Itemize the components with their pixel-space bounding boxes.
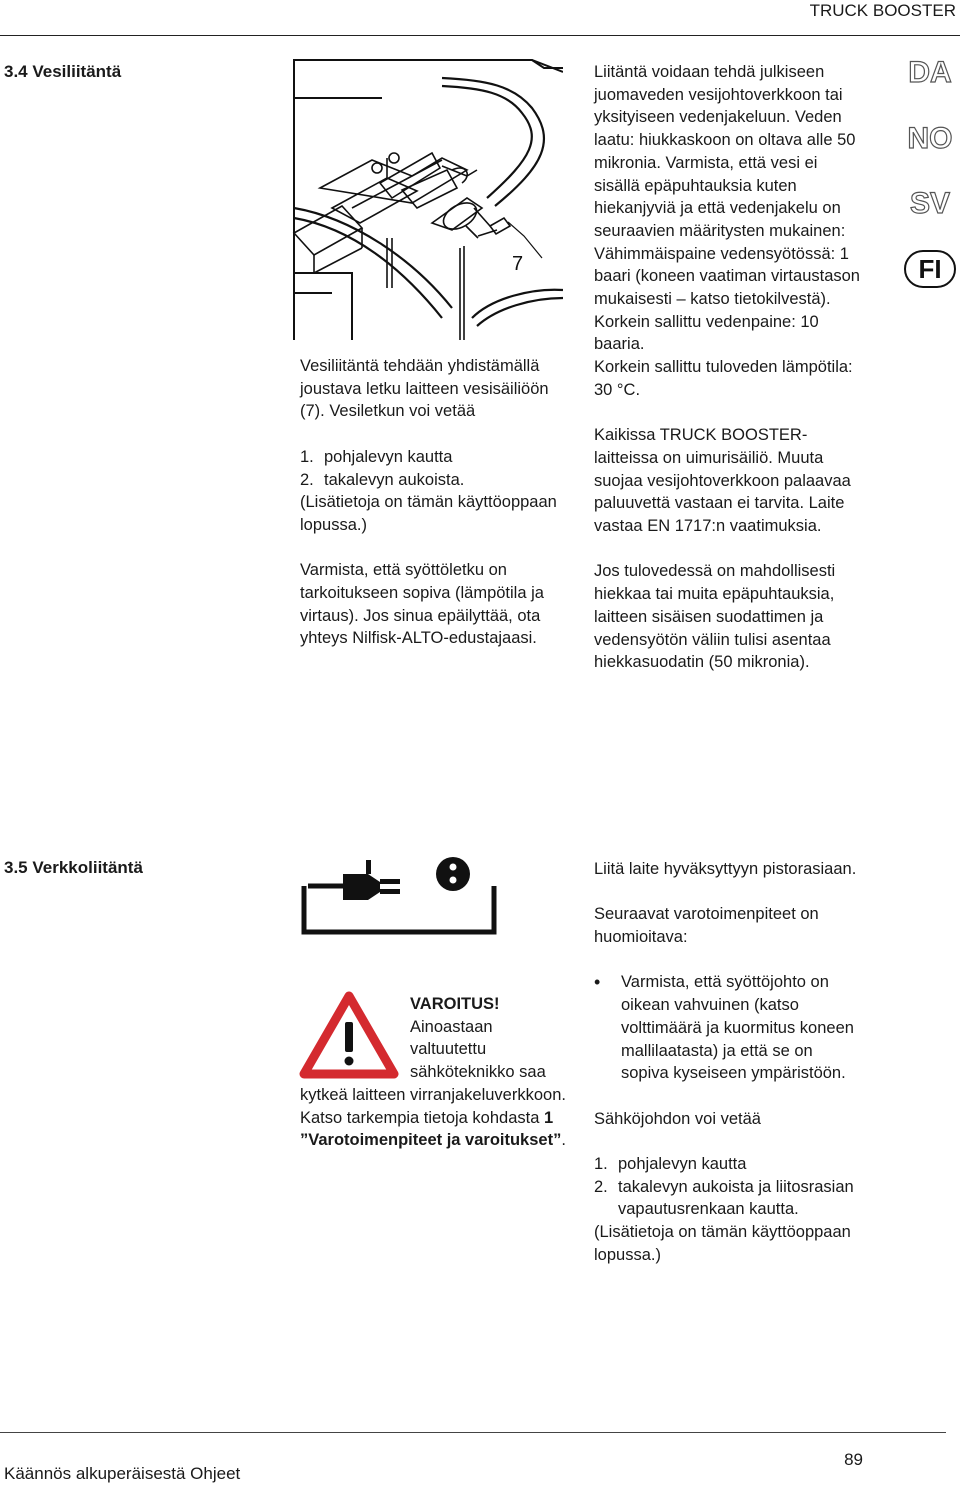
power-plug-icon [298,852,498,936]
warning-ref-number: 1 [543,1108,554,1127]
warning-ref-title: ”Varotoimenpiteet ja varoitukset” [300,1131,562,1150]
list-item [594,971,864,1085]
water-connection-check: Varmista, että syöttöletku on tarkoitukseen sopiva (lämpötila ja virtaus). Jos sinua epäilyttää, ota yhteys Nilfisk-ALTO-edustajaasi. [300,561,544,648]
warning-title: VAROITUS! [410,995,500,1013]
list-item: 1. pohjalevyn kautta [594,1155,747,1174]
list-item: 2. takalevyn aukoista ja liitosrasian vapautusrenkaan kautta. [594,1177,854,1219]
water-hose-routing-list [300,446,562,491]
list-item: 2. takalevyn aukoista. [300,470,465,489]
float-tank-note: Kaikissa TRUCK BOOSTER-laitteissa on uimurisäiliö. Muuta suojaa vesijohtoverkkoon palaavaa paluuvettä vastaan ei tarvita. Laite vastaa EN 1717:n vaatimuksia. [594,426,851,536]
running-header-title: TRUCK BOOSTER [809,1,956,20]
list-item: 1. pohjalevyn kautta [300,447,453,466]
lang-tab-no: NO [907,122,953,155]
approved-socket-note: Liitä laite hyväksyttyyn pistorasiaan. [594,860,857,878]
figure-callout-7: 7 [512,253,524,275]
mains-connection-pictogram [298,852,498,936]
water-connection-note: (Lisätietoja on tämän käyttöoppaan lopussa.) [300,493,557,534]
lang-tab-fi-active [904,250,956,288]
section-heading-mains-connection: 3.5 Verkkoliitäntä [4,858,143,877]
warning-wrap-spacer [300,993,410,1083]
mains-connection-note: (Lisätietoja on tämän käyttöoppaan lopussa.) [594,1223,851,1264]
footer-rule [0,1432,946,1433]
precautions-intro: Seuraavat varotoimenpiteet on huomioitava: [594,905,819,947]
max-water-pressure: Korkein sallittu vedenpaine: 10 baaria. [594,312,819,354]
lang-tab-da: DA [908,56,952,89]
water-connection-right-column [594,61,864,674]
water-connection-figure [292,58,563,340]
water-connection-illustration [292,58,563,340]
mains-connection-right-column [594,858,864,1267]
cable-routing-list [594,1153,864,1221]
bullet-icon: • [594,972,601,993]
header-rule [0,35,960,36]
warning-end: . [561,1131,566,1150]
water-quality-requirements: Liitäntä voidaan tehdä julkiseen juomaveden vesijohtoverkkoon tai yksityiseen vedenjakeluun. Veden laatu: hiukkaskoon on oltava alle 50 mikronia. Varmista, että vesi ei sisällä epäpuhtauksia kuten hiekanjyviä ja että vedenjakelu on seuraavien määritysten mukainen: Vähimmäispaine vedensyötössä: 1 baari (koneen vaatiman virtaustason mukaisesti – katso tietokilvestä). [594,63,860,309]
electrical-warning [300,993,570,1152]
footer-translation-note: Käännös alkuperäisestä Ohjeet [4,1464,241,1483]
lang-tab-sv: SV [909,187,951,220]
water-connection-left-column [300,355,562,650]
sand-filter-note: Jos tulovedessä on mahdollisesti hiekkaa tai muita epäpuhtauksia, laitteen sisäisen suodattimen ja vedensyötön väliin tulisi asentaa hiekkasuodatin (50 mikronia). [594,562,836,672]
lang-tab-fi-label: FI [918,253,942,284]
warning-body: Ainoastaan valtuutettu sähköteknikko saa kytkeä laitteen virranjakeluverkkoon. Katso tarkempia tietoja kohdasta [300,1017,566,1127]
supply-cable-check: Varmista, että syöttöjohto on oikean vahvuinen (katso volttimäärä ja kuormitus koneen mallilaatasta) ja että se on sopiva kyseiseen ympäristöön. [621,973,854,1083]
water-connection-intro: Vesiliitäntä tehdään yhdistämällä joustava letku laitteen vesisäiliöön (7). Vesiletkun voi vetää [300,357,549,421]
cable-routing-intro: Sähköjohdon voi vetää [594,1109,761,1128]
max-water-temperature: Korkein sallittu tuloveden lämpötila: 30 °C. [594,358,853,399]
section-heading-water-connection: 3.4 Vesiliitäntä [4,62,122,81]
page-number: 89 [844,1450,863,1469]
